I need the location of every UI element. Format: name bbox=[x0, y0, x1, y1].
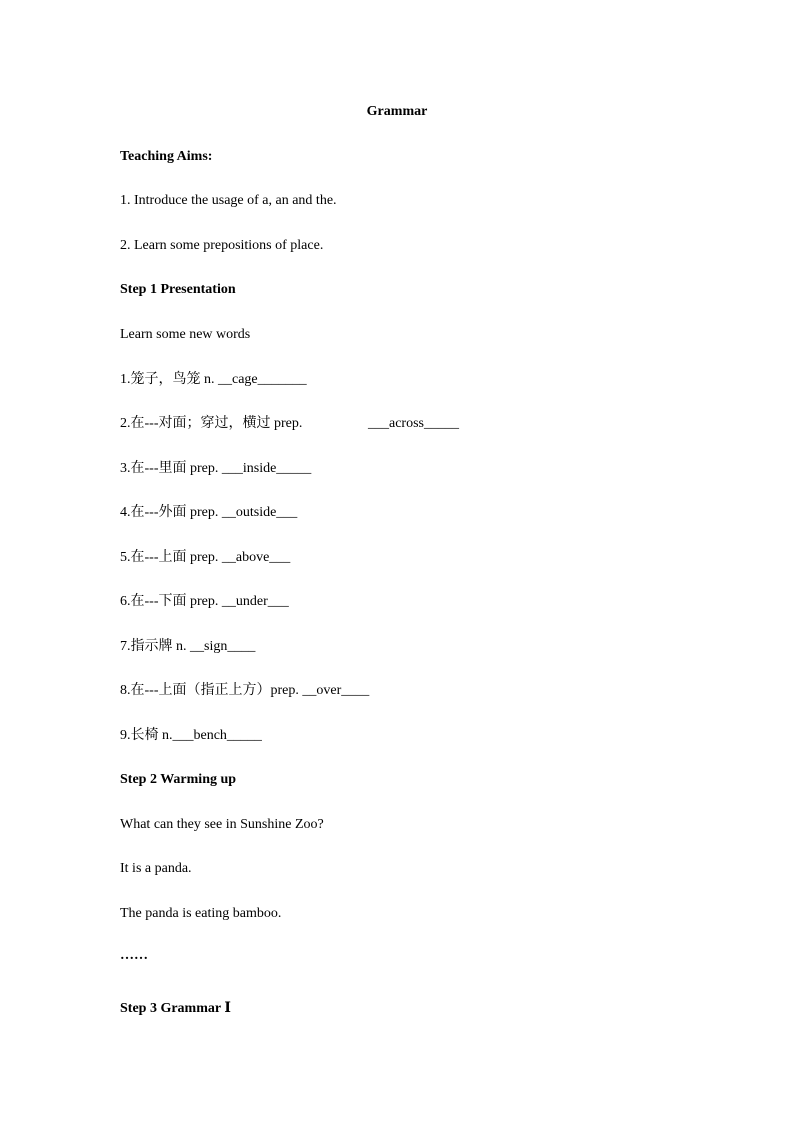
word-item-3: 3.在---里面 prep. ___inside_____ bbox=[120, 461, 312, 476]
step2-line-1: What can they see in Sunshine Zoo? bbox=[120, 817, 324, 832]
word-item-1: 1.笼子，鸟笼 n. __cage_______ bbox=[120, 372, 307, 387]
word-item-9: 9.长椅 n.___bench_____ bbox=[120, 728, 262, 743]
word-item-7: 7.指示牌 n. __sign____ bbox=[120, 639, 256, 654]
step2-line-3: The panda is eating bamboo. bbox=[120, 906, 282, 921]
word-item-2: 2.在---对面；穿过，横过 prep. bbox=[120, 416, 303, 431]
word-item-5: 5.在---上面 prep. __above___ bbox=[120, 550, 291, 565]
word-item-2-answer: ___across_____ bbox=[368, 416, 459, 431]
step2-line-2: It is a panda. bbox=[120, 861, 192, 876]
page-title: Grammar bbox=[366, 104, 428, 119]
step2-heading: Step 2 Warming up bbox=[120, 772, 237, 787]
aim-item-2: 2. Learn some prepositions of place. bbox=[120, 238, 324, 253]
teaching-aims-heading: Teaching Aims: bbox=[120, 149, 213, 164]
aim-item-1: 1. Introduce the usage of a, an and the. bbox=[120, 193, 337, 208]
step2-ellipsis: …… bbox=[120, 948, 148, 963]
step1-heading: Step 1 Presentation bbox=[120, 282, 236, 297]
word-item-6: 6.在---下面 prep. __under___ bbox=[120, 594, 289, 609]
word-item-8: 8.在---上面（指正上方）prep. __over____ bbox=[120, 683, 370, 698]
word-item-4: 4.在---外面 prep. __outside___ bbox=[120, 505, 298, 520]
step1-intro: Learn some new words bbox=[120, 327, 251, 342]
step3-heading: Step 3 Grammar Ⅰ bbox=[120, 1001, 231, 1016]
